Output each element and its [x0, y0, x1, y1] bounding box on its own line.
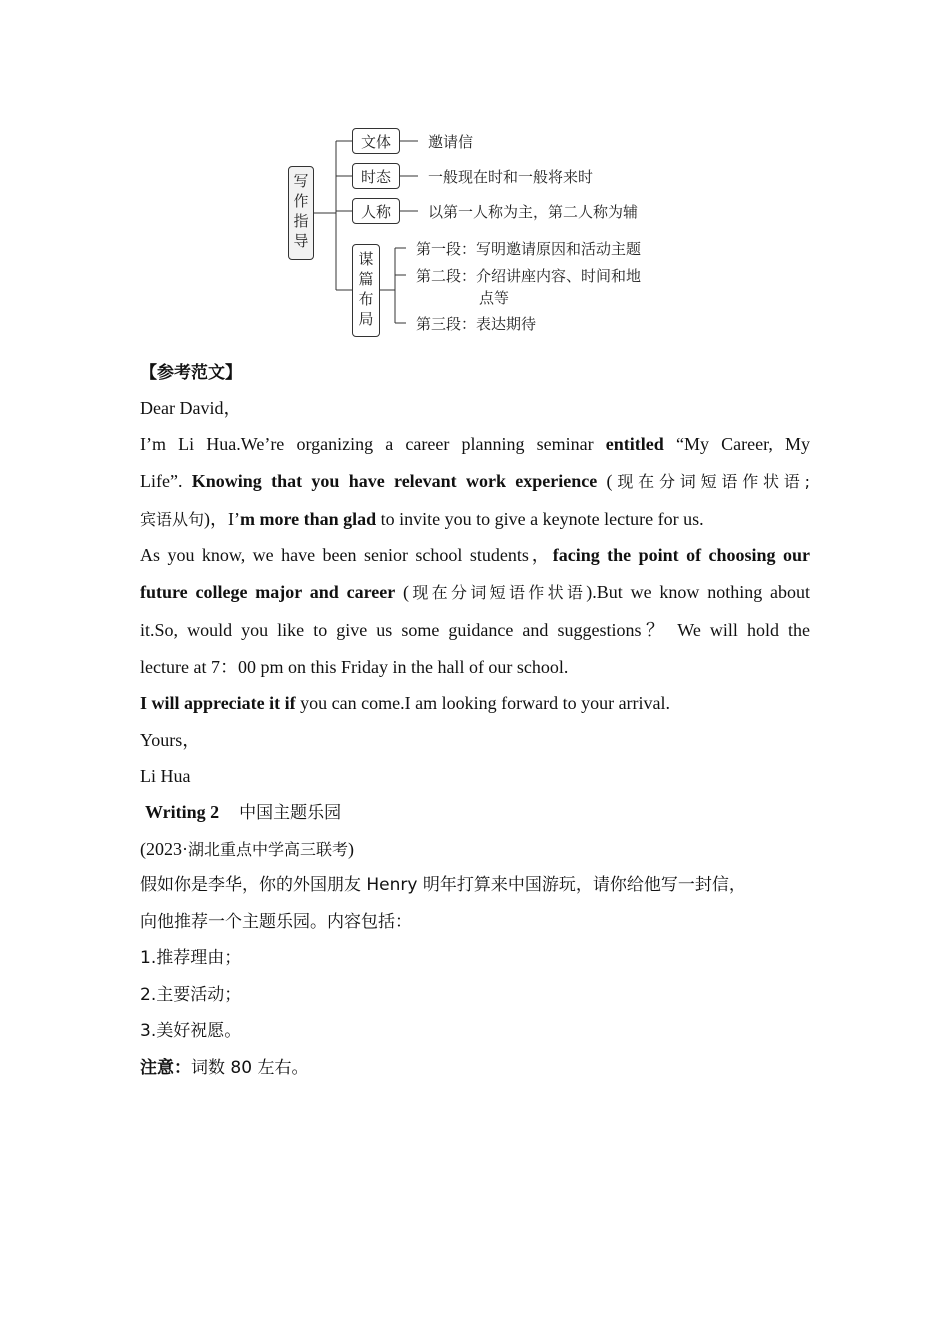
task-item-1: 1.推荐理由；	[140, 948, 242, 968]
essay-p2-line3: it.So, would you like to give us some guidance and suggestions？ We will hold the	[140, 620, 810, 640]
diagram-node-tense: 时态	[352, 163, 400, 189]
diagram-node-style: 文体	[352, 128, 400, 154]
essay-p2-line2: future college major and career (现在分词短语作状语).But we know nothing about	[140, 582, 811, 602]
diagram-layout-item-3: 第三段：表达期待	[416, 315, 537, 333]
diagram-layout-item-2-cont: 点等	[479, 289, 510, 307]
diagram-text-person: 以第一人称为主，第二人称为辅	[428, 203, 639, 221]
diagram-layout-item-2: 第二段：介绍讲座内容、时间和地	[416, 267, 642, 285]
task-title: Writing 2 中国主题乐园	[145, 802, 342, 823]
diagram-node-layout: 谋篇布局	[352, 244, 380, 337]
essay-signature: Li Hua	[140, 766, 191, 786]
task-item-3: 3.美好祝愿。	[140, 1021, 242, 1041]
diagram-node-person: 人称	[352, 198, 400, 224]
task-prompt-line2: 向他推荐一个主题乐园。内容包括：	[140, 912, 412, 932]
essay-p2-line1: As you know, we have been senior school students，facing the point of choosing our	[140, 545, 810, 565]
task-source: (2023·湖北重点中学高三联考)	[140, 839, 355, 859]
essay-p1-line3: 宾语从句)，I’m more than glad to invite you to give a keynote lecture for us.	[140, 509, 704, 529]
essay-greeting: Dear David，	[140, 398, 242, 418]
diagram-text-style: 邀请信	[428, 133, 474, 151]
task-item-2: 2.主要活动；	[140, 985, 242, 1005]
diagram-root-node: 写作指导	[288, 166, 314, 260]
task-note: 注意：词数 80 左右。	[140, 1058, 309, 1078]
diagram-layout-item-1: 第一段：写明邀请原因和活动主题	[416, 240, 642, 258]
writing-guide-diagram	[280, 120, 700, 350]
essay-closing: Yours，	[140, 730, 201, 750]
essay-p2-line4: lecture at 7：00 pm on this Friday in the hall of our school.	[140, 657, 569, 677]
essay-p1-line1: I’m Li Hua.We’re organizing a career planning seminar entitled “My Career, My	[140, 434, 811, 454]
essay-p3: I will appreciate it if you can come.I am looking forward to your arrival.	[140, 693, 671, 713]
diagram-text-tense: 一般现在时和一般将来时	[428, 168, 594, 186]
essay-heading: 【参考范文】	[140, 363, 242, 383]
essay-p1-line2: Life”. Knowing that you have relevant work experience (现在分词短语作状语;	[140, 471, 811, 491]
task-prompt-line1: 假如你是李华，你的外国朋友 Henry 明年打算来中国游玩，请你给他写一封信，	[140, 875, 746, 895]
